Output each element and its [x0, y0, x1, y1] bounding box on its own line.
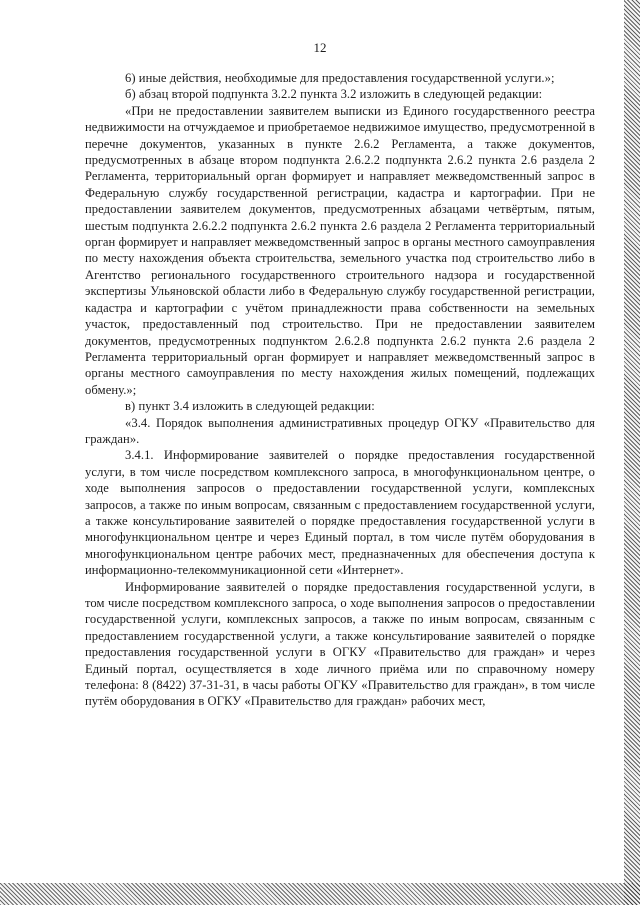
scan-edge-right [624, 0, 640, 905]
paragraph-3-4-1: 3.4.1. Информирование заявителей о порядке предоставления государственной услуги, в том числе посредством комплексного запроса, в многофункциональном центре, о ходе выполнения запросов о предоставлении государственной услуги, комплексных запросов, а также по иным вопросам, связанным с предоставлением государственной услуги, а также консультирование заявителей о порядке предоставления государственной услуги в многофункциональном центре и через Единый портал, в том числе путём оборудования в многофункциональном центре рабочих мест, предназначенных для обеспечения доступа к информационно-телекоммуникационной сети «Интернет». [85, 448, 595, 578]
scan-edge-bottom [0, 883, 640, 905]
paragraph-informing: Информирование заявителей о порядке предоставления государственной услуги, в том числе посредством комплексного запроса, о ходе выполнения запросов о предоставлении государственной услуги, комплексных запросов, а также по иным вопросам, связанным с предоставлением государственной услуги, а также консультирование заявителей о порядке предоставления государственной услуги в ОГКУ «Правительство для граждан» и через Единый портал, осуществляется в ходе личного приёма или по справочному номеру телефона: 8 (8422) 37-31-31, в часы работы ОГКУ «Правительство для граждан», в том числе путём оборудования в ОГКУ «Правительство для граждан» рабочих мест, [85, 579, 595, 709]
paragraph-heading-3-4: «3.4. Порядок выполнения административных процедур ОГКУ «Правительство для граждан». [85, 415, 595, 446]
paragraph-quote-3-2-2: «При не предоставлении заявителем выписки из Единого государственного реестра недвижимости на отчуждаемое и приобретаемое недвижимое имущество, предусмотренной в перечне документов, указанных в пункте 2.6.2 Регламента, а также документов, предусмотренных в абзаце втором подпункта 2.6.2.2 подпункта 2.6.2 пункта 2.6 раздела 2 Регламента, территориальный орган формирует и направляет межведомственный запрос в Федеральную службу государственной регистрации, кадастра и картографии. При не предоставлении заявителем документов, предусмотренных абзацами четвёртым, пятым, шестым подпункта 2.6.2.2 подпункта 2.6.2 пункта 2.6 раздела 2 Регламента территориальный орган формирует и направляет межведомственный запрос в органы местного самоуправления по месту нахождения объекта строительства, земельного участка под строительство либо в Агентство регионального государственного строительного надзора и государственной экспертизы Ульяновской области либо в Федеральную службу государственной регистрации, кадастра и картографии с учётом принадлежности права собственности на земельных участок, предоставленный под строительство. При не предоставлении заявителем документов, предусмотренных подпунктом 2.6.2.8 подпункта 2.6.2 пункта 2.6 раздела 2 Регламента территориальный орган формирует и направляет межведомственный запрос в органы местного самоуправления по месту нахождения жилых помещений, подлежащих обмену.»; [85, 103, 595, 397]
paragraph-item-v: в) пункт 3.4 изложить в следующей редакции: [125, 399, 375, 414]
paragraph-item-b: б) абзац второй подпункта 3.2.2 пункта 3.2 изложить в следующей редакции: [125, 87, 543, 102]
paragraph-item-6: 6) иные действия, необходимые для предоставления государственной услуги.»; [125, 71, 555, 85]
page-number: 12 [313, 40, 327, 55]
document-body [85, 70, 595, 710]
